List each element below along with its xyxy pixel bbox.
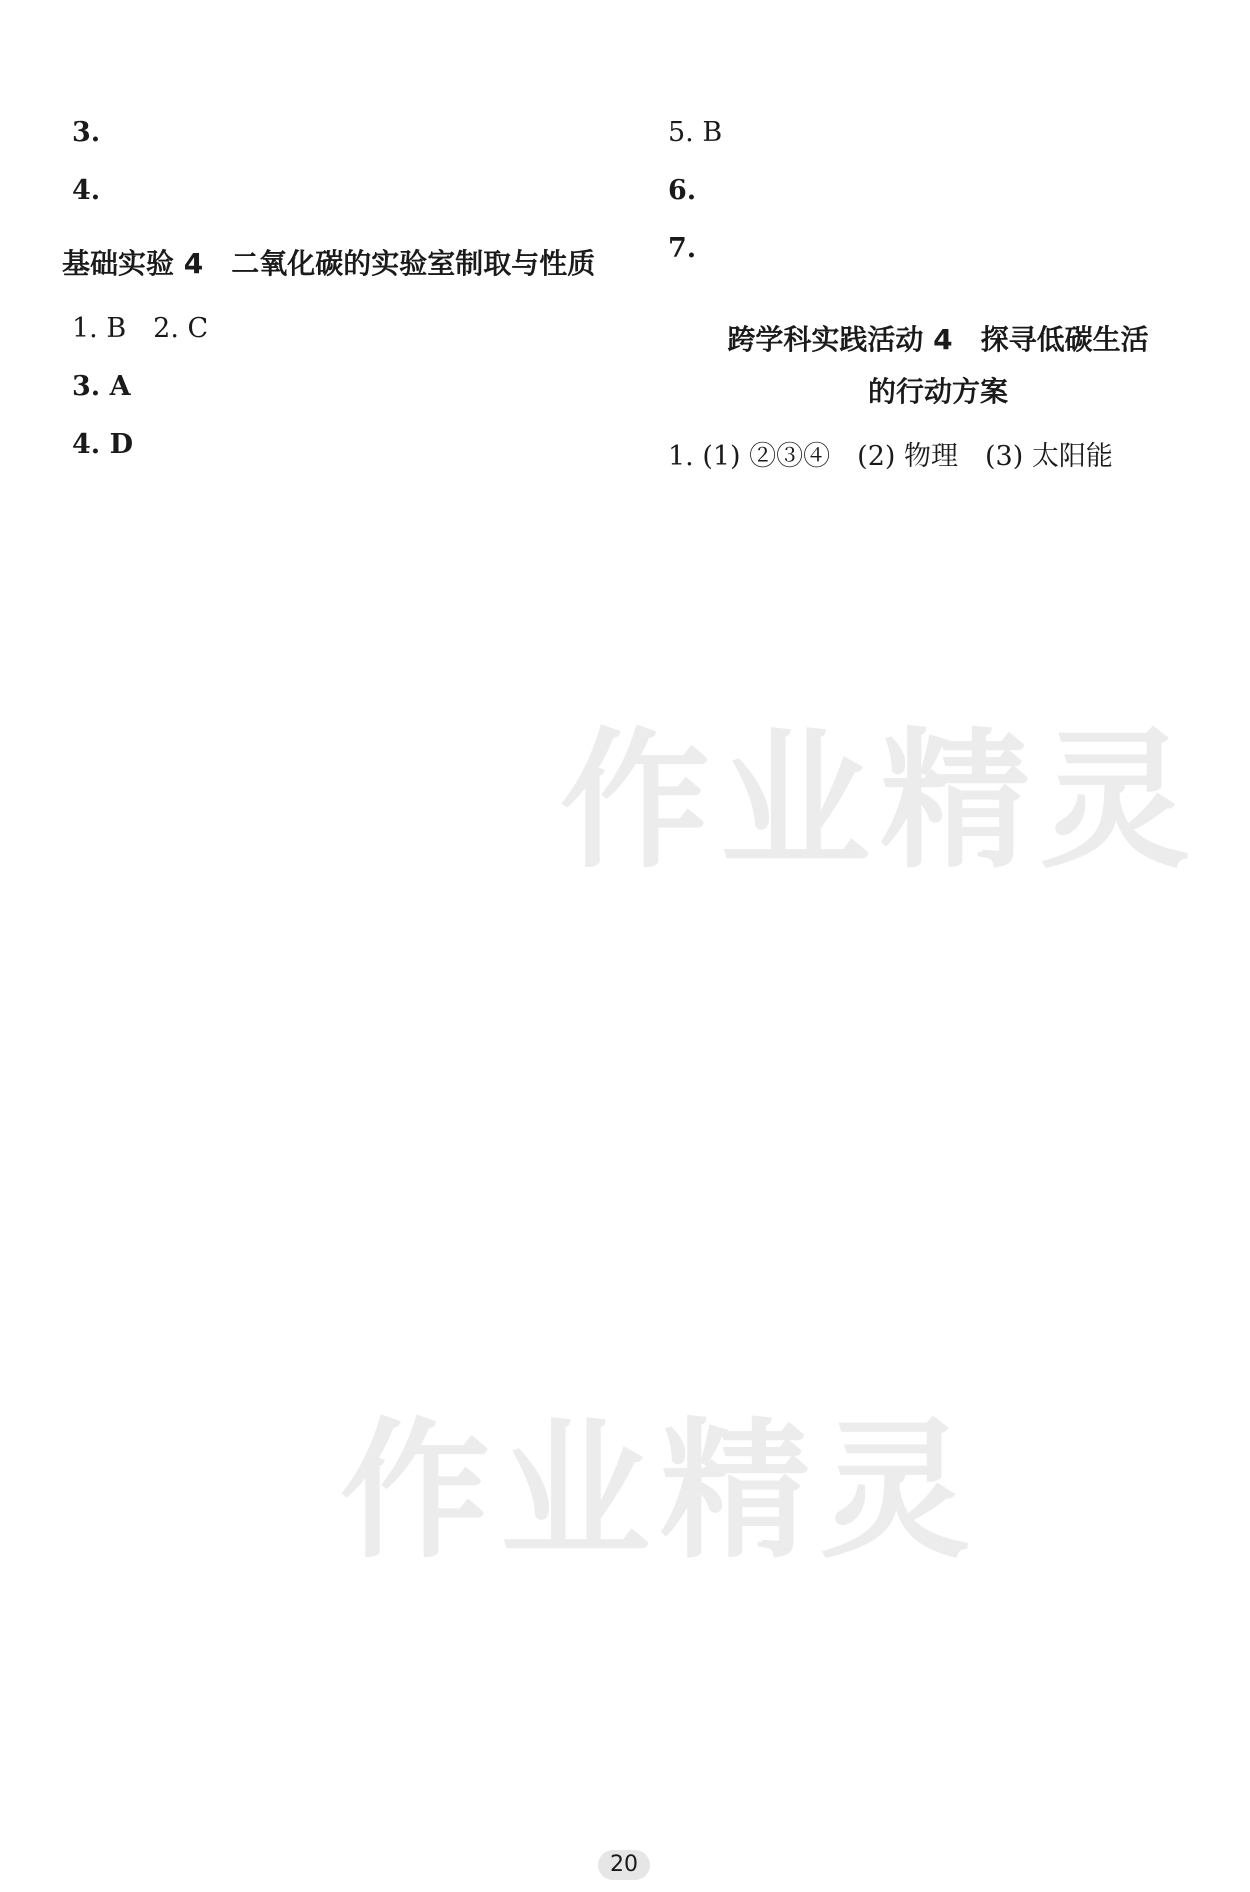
watermark-mid: 作业精灵	[560, 715, 1201, 889]
answer-3: 3.	[72, 117, 101, 148]
answer-5: 5. B	[668, 117, 723, 148]
answer-3b: 3. A	[72, 371, 131, 402]
right-column	[668, 100, 1208, 482]
answer-4b: 4. D	[72, 429, 134, 460]
page-number: 20	[598, 1850, 650, 1880]
answer-4: 4.	[72, 175, 101, 206]
section-title-line-1: 跨学科实践活动 4 探寻低碳生活	[727, 323, 1149, 356]
answer-6: 6.	[668, 175, 697, 206]
left-column	[62, 100, 612, 470]
answer-7: 7.	[668, 233, 697, 264]
answers-1-2: 1. B 2. C	[72, 313, 209, 344]
section-title-line-2: 的行动方案	[867, 375, 1008, 408]
section-title-basic-experiment: 基础实验 4 二氧化碳的实验室制取与性质	[62, 247, 596, 280]
answer-activity-1: 1. (1) ②③④ (2) 物理 (3) 太阳能	[668, 441, 1113, 472]
section-title-cross-subject	[668, 314, 1208, 418]
watermark-bottom: 作业精灵	[340, 1405, 981, 1579]
